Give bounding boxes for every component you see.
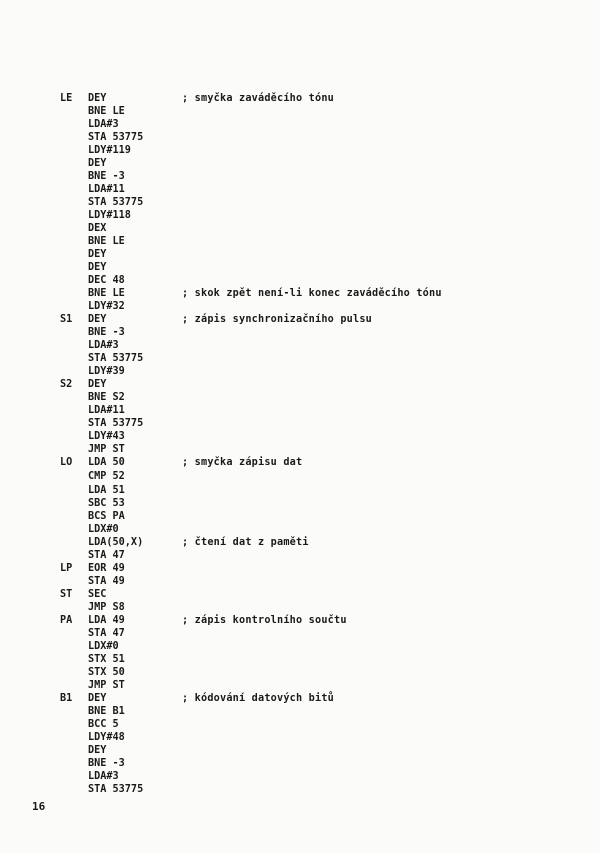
code-instruction: BNE B1 [88,706,125,717]
code-instruction: LDY#39 [88,366,125,377]
code-label: PA [60,615,73,626]
code-instruction: STA 53775 [88,197,144,208]
code-label: B1 [60,693,73,704]
code-instruction: LDY#119 [88,145,131,156]
code-label: ST [60,589,73,600]
code-instruction: LDX#0 [88,524,119,535]
code-instruction: LDA#3 [88,771,119,782]
code-instruction: DEY [88,379,107,390]
code-instruction: STA 53775 [88,418,144,429]
code-instruction: DEX [88,223,107,234]
code-instruction: STA 53775 [88,353,144,364]
code-instruction: STX 50 [88,667,125,678]
code-instruction: BCC 5 [88,719,119,730]
code-instruction: LDA(50,X) [88,537,144,548]
code-instruction: LDX#0 [88,641,119,652]
code-label: LO [60,457,73,468]
code-instruction: BNE LE [88,288,125,299]
code-instruction: STA 53775 [88,132,144,143]
code-instruction: DEY [88,93,107,104]
code-instruction: BNE -3 [88,758,125,769]
code-instruction: STA 53775 [88,784,144,795]
code-instruction: LDA 49 [88,615,125,626]
code-instruction: LDA 51 [88,485,125,496]
code-label: LP [60,563,73,574]
code-label: LE [60,93,73,104]
code-instruction: BNE -3 [88,171,125,182]
code-instruction: DEY [88,262,107,273]
code-instruction: LDA#3 [88,119,119,130]
code-instruction: LDA#11 [88,184,125,195]
code-instruction: EOR 49 [88,563,125,574]
code-instruction: LDY#48 [88,732,125,743]
code-instruction: LDY#118 [88,210,131,221]
code-instruction: JMP ST [88,444,125,455]
code-instruction: LDA#11 [88,405,125,416]
code-instruction: BNE LE [88,236,125,247]
code-comment: ; skok zpět není-li konec zaváděcího tónu [182,288,442,299]
code-instruction: STA 47 [88,628,125,639]
code-comment: ; zápis kontrolního součtu [182,615,347,626]
code-instruction: DEY [88,249,107,260]
code-instruction: JMP S8 [88,602,125,613]
code-instruction: DEY [88,693,107,704]
code-instruction: DEC 48 [88,275,125,286]
code-instruction: SEC [88,589,107,600]
code-instruction: LDA 50 [88,457,125,468]
page-number: 16 [32,800,46,813]
code-instruction: BNE S2 [88,392,125,403]
code-comment: ; smyčka zaváděcího tónu [182,93,335,104]
code-comment: ; čtení dat z paměti [182,537,309,548]
code-comment: ; kódování datových bitů [182,693,335,704]
code-instruction: STA 49 [88,576,125,587]
code-instruction: CMP 52 [88,471,125,482]
code-instruction: JMP ST [88,680,125,691]
code-instruction: LDY#43 [88,431,125,442]
code-instruction: SBC 53 [88,498,125,509]
code-instruction: LDY#32 [88,301,125,312]
code-instruction: DEY [88,745,107,756]
code-instruction: DEY [88,314,107,325]
code-comment: ; smyčka zápisu dat [182,457,303,468]
code-instruction: STA 47 [88,550,125,561]
code-instruction: BNE LE [88,106,125,117]
code-instruction: BCS PA [88,511,125,522]
code-instruction: STX 51 [88,654,125,665]
code-label: S1 [60,314,73,325]
code-comment: ; zápis synchronizačního pulsu [182,314,373,325]
code-instruction: LDA#3 [88,340,119,351]
code-label: S2 [60,379,73,390]
code-instruction: DEY [88,158,107,169]
code-instruction: BNE -3 [88,327,125,338]
